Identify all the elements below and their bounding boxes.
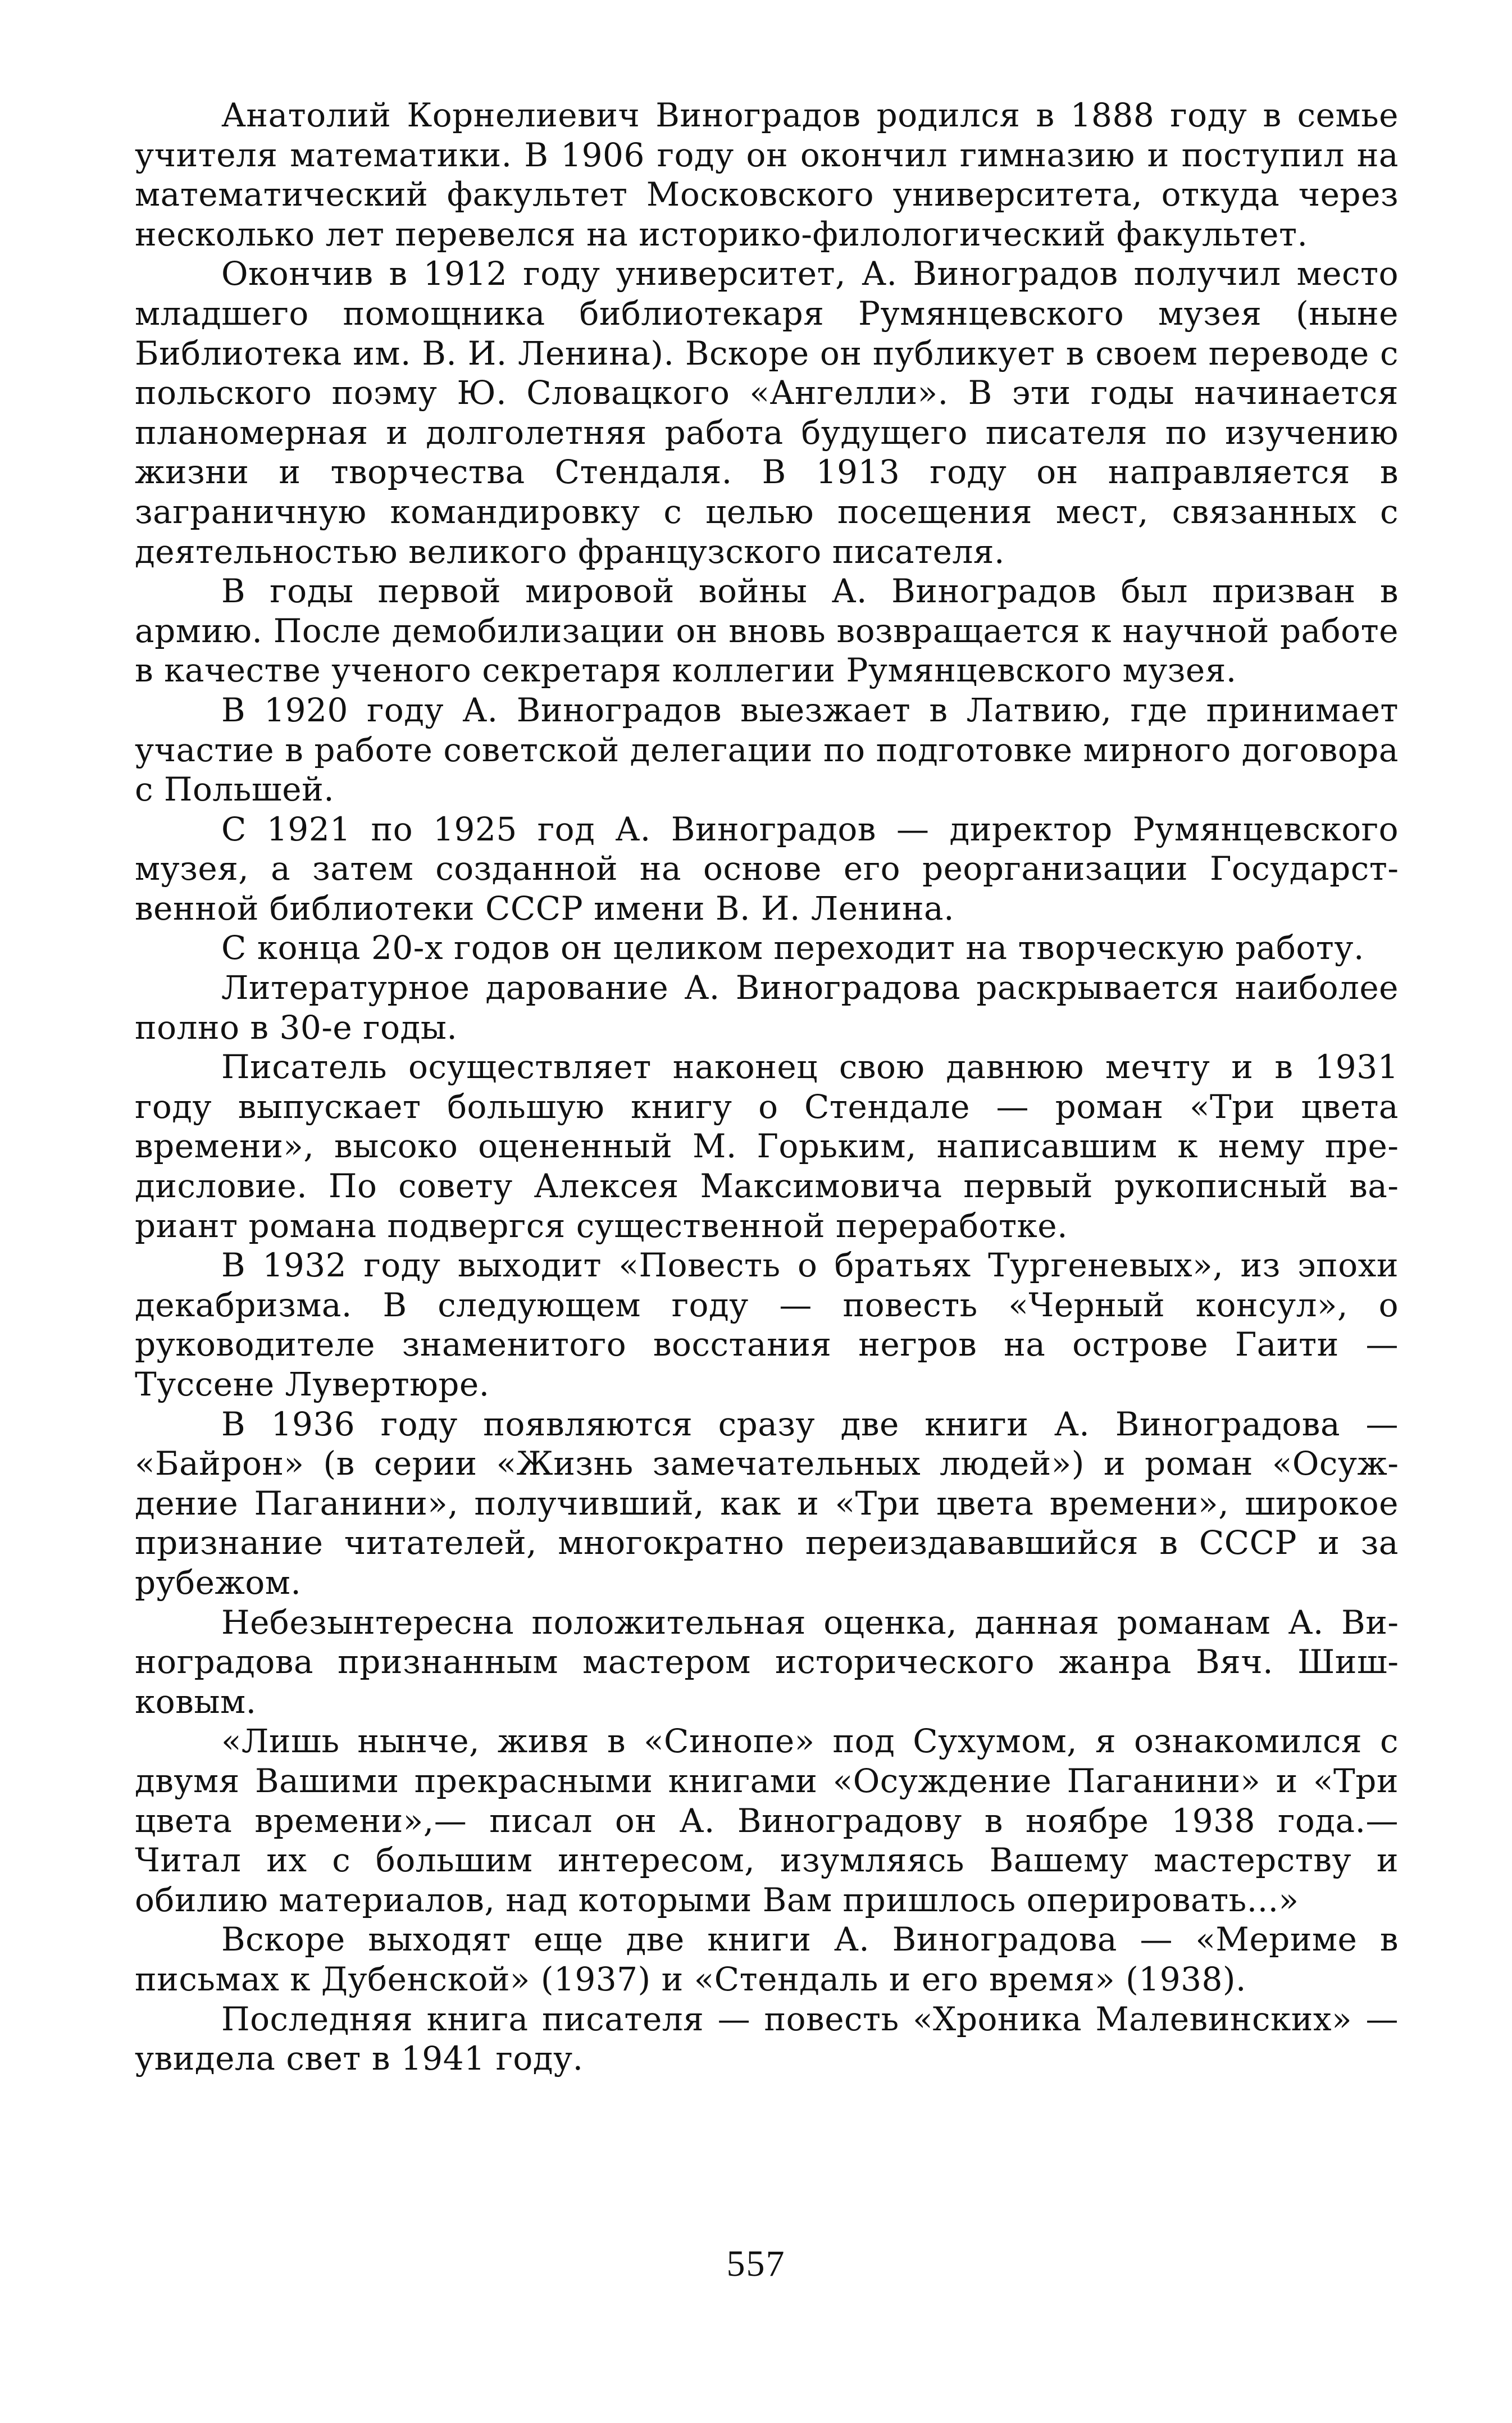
paragraph-last-book: Последняя книга писателя — повесть «Хроника Малевинских» — увидела свет в 1941 году. [135, 1999, 1399, 2078]
paragraph-1932: В 1932 году выходит «Повесть о братьях Тургеневых», из эпохи декабризма. В следующем году — повесть «Черный консул», о руководителе знаменитого восстания негров на острове Гаити — Туссене Лувертюре. [135, 1246, 1399, 1403]
paragraph-birth: Анатолий Корнелиевич Виноградов родился в 1888 году в семье учителя математики. В 1906 году он окончил гимназию и поступил на математический факультет Московского университета, откуда через несколько лет перевелся на историко-филологический факультет. [135, 96, 1399, 253]
paragraph-1936: В 1936 году появляются сразу две книги А. Виноградова — «Байрон» (в серии «Жизнь замечательных людей») и роман «Осуждение Паганини», получивший, как и «Три цвета времени», широкое признание читателей, многократно переиздававшийся в СССР и за рубежом. [135, 1404, 1399, 1602]
paragraph-latvia: В 1920 году А. Виноградов выезжает в Латвию, где принимает участие в работе советской делегации по подготовке мирного договора с Польшей. [135, 690, 1399, 809]
paragraph-talent: Литературное дарование А. Виноградова раскрывается наиболее полно в 30-е годы. [135, 969, 1399, 1047]
paragraph-shishkov: Небезынтересна положительная оценка, данная романам А. Виноградова признанным мастером исторического жанра Вяч. Шишковым. [135, 1603, 1399, 1721]
paragraph-creative-work: С конца 20-х годов он целиком переходит на творческую работу. [221, 929, 1364, 967]
paragraph-director: С 1921 по 1925 год А. Виноградов — директор Румянцевского музея, а затем созданной на основе его реорганизации Государственной библиотеки СССР имени В. И. Ленина. [135, 810, 1399, 928]
paragraph-stendhal-novel: Писатель осуществляет наконец свою давнюю мечту и в 1931 году выпускает большую книгу о Стендале — роман «Три цвета времени», высоко оцененный М. Горьким, написавшим к нему предисловие. По совету Алексея Максимовича первый рукописный вариант романа подвергся существенной переработке. [135, 1048, 1399, 1245]
page-number: 557 [726, 2243, 786, 2284]
paragraph-war: В годы первой мировой войны А. Виноградов был призван в армию. После демобилизации он вновь возвращается к научной работе в качестве ученого секретаря коллегии Румянцевского музея. [135, 572, 1399, 690]
paragraph-university: Окончив в 1912 году университет, А. Виноградов получил место младшего помощника библиотекаря Румянцевского музея (ныне Библиотека им. В. И. Ленина). Вскоре он публикует в своем переводе с польского поэму Ю. Словацкого «Ангелли». В эти годы начинается планомерная и долголетняя работа будущего писателя по изучению жизни и творчества Стендаля. В 1913 году он направляется в заграничную командировку с целью посещения мест, связанных с деятельностью великого французского писателя. [135, 254, 1399, 571]
paragraph-merime: Вскоре выходят еще две книги А. Виноградова — «Мериме в письмах к Дубенской» (1937) и «Стендаль и его время» (1938). [135, 1920, 1399, 1998]
page-text-block [135, 96, 1399, 2079]
paragraph-quote: «Лишь нынче, живя в «Синопе» под Сухумом, я ознакомился с двумя Вашими прекрасными книгами «Осуждение Паганини» и «Три цвета времени»,— писал он А. Виноградову в ноябре 1938 года.— Читал их с большим интересом, изумляясь Вашему мастерству и обилию материалов, над которыми Вам пришлось оперировать...» [135, 1722, 1399, 1919]
